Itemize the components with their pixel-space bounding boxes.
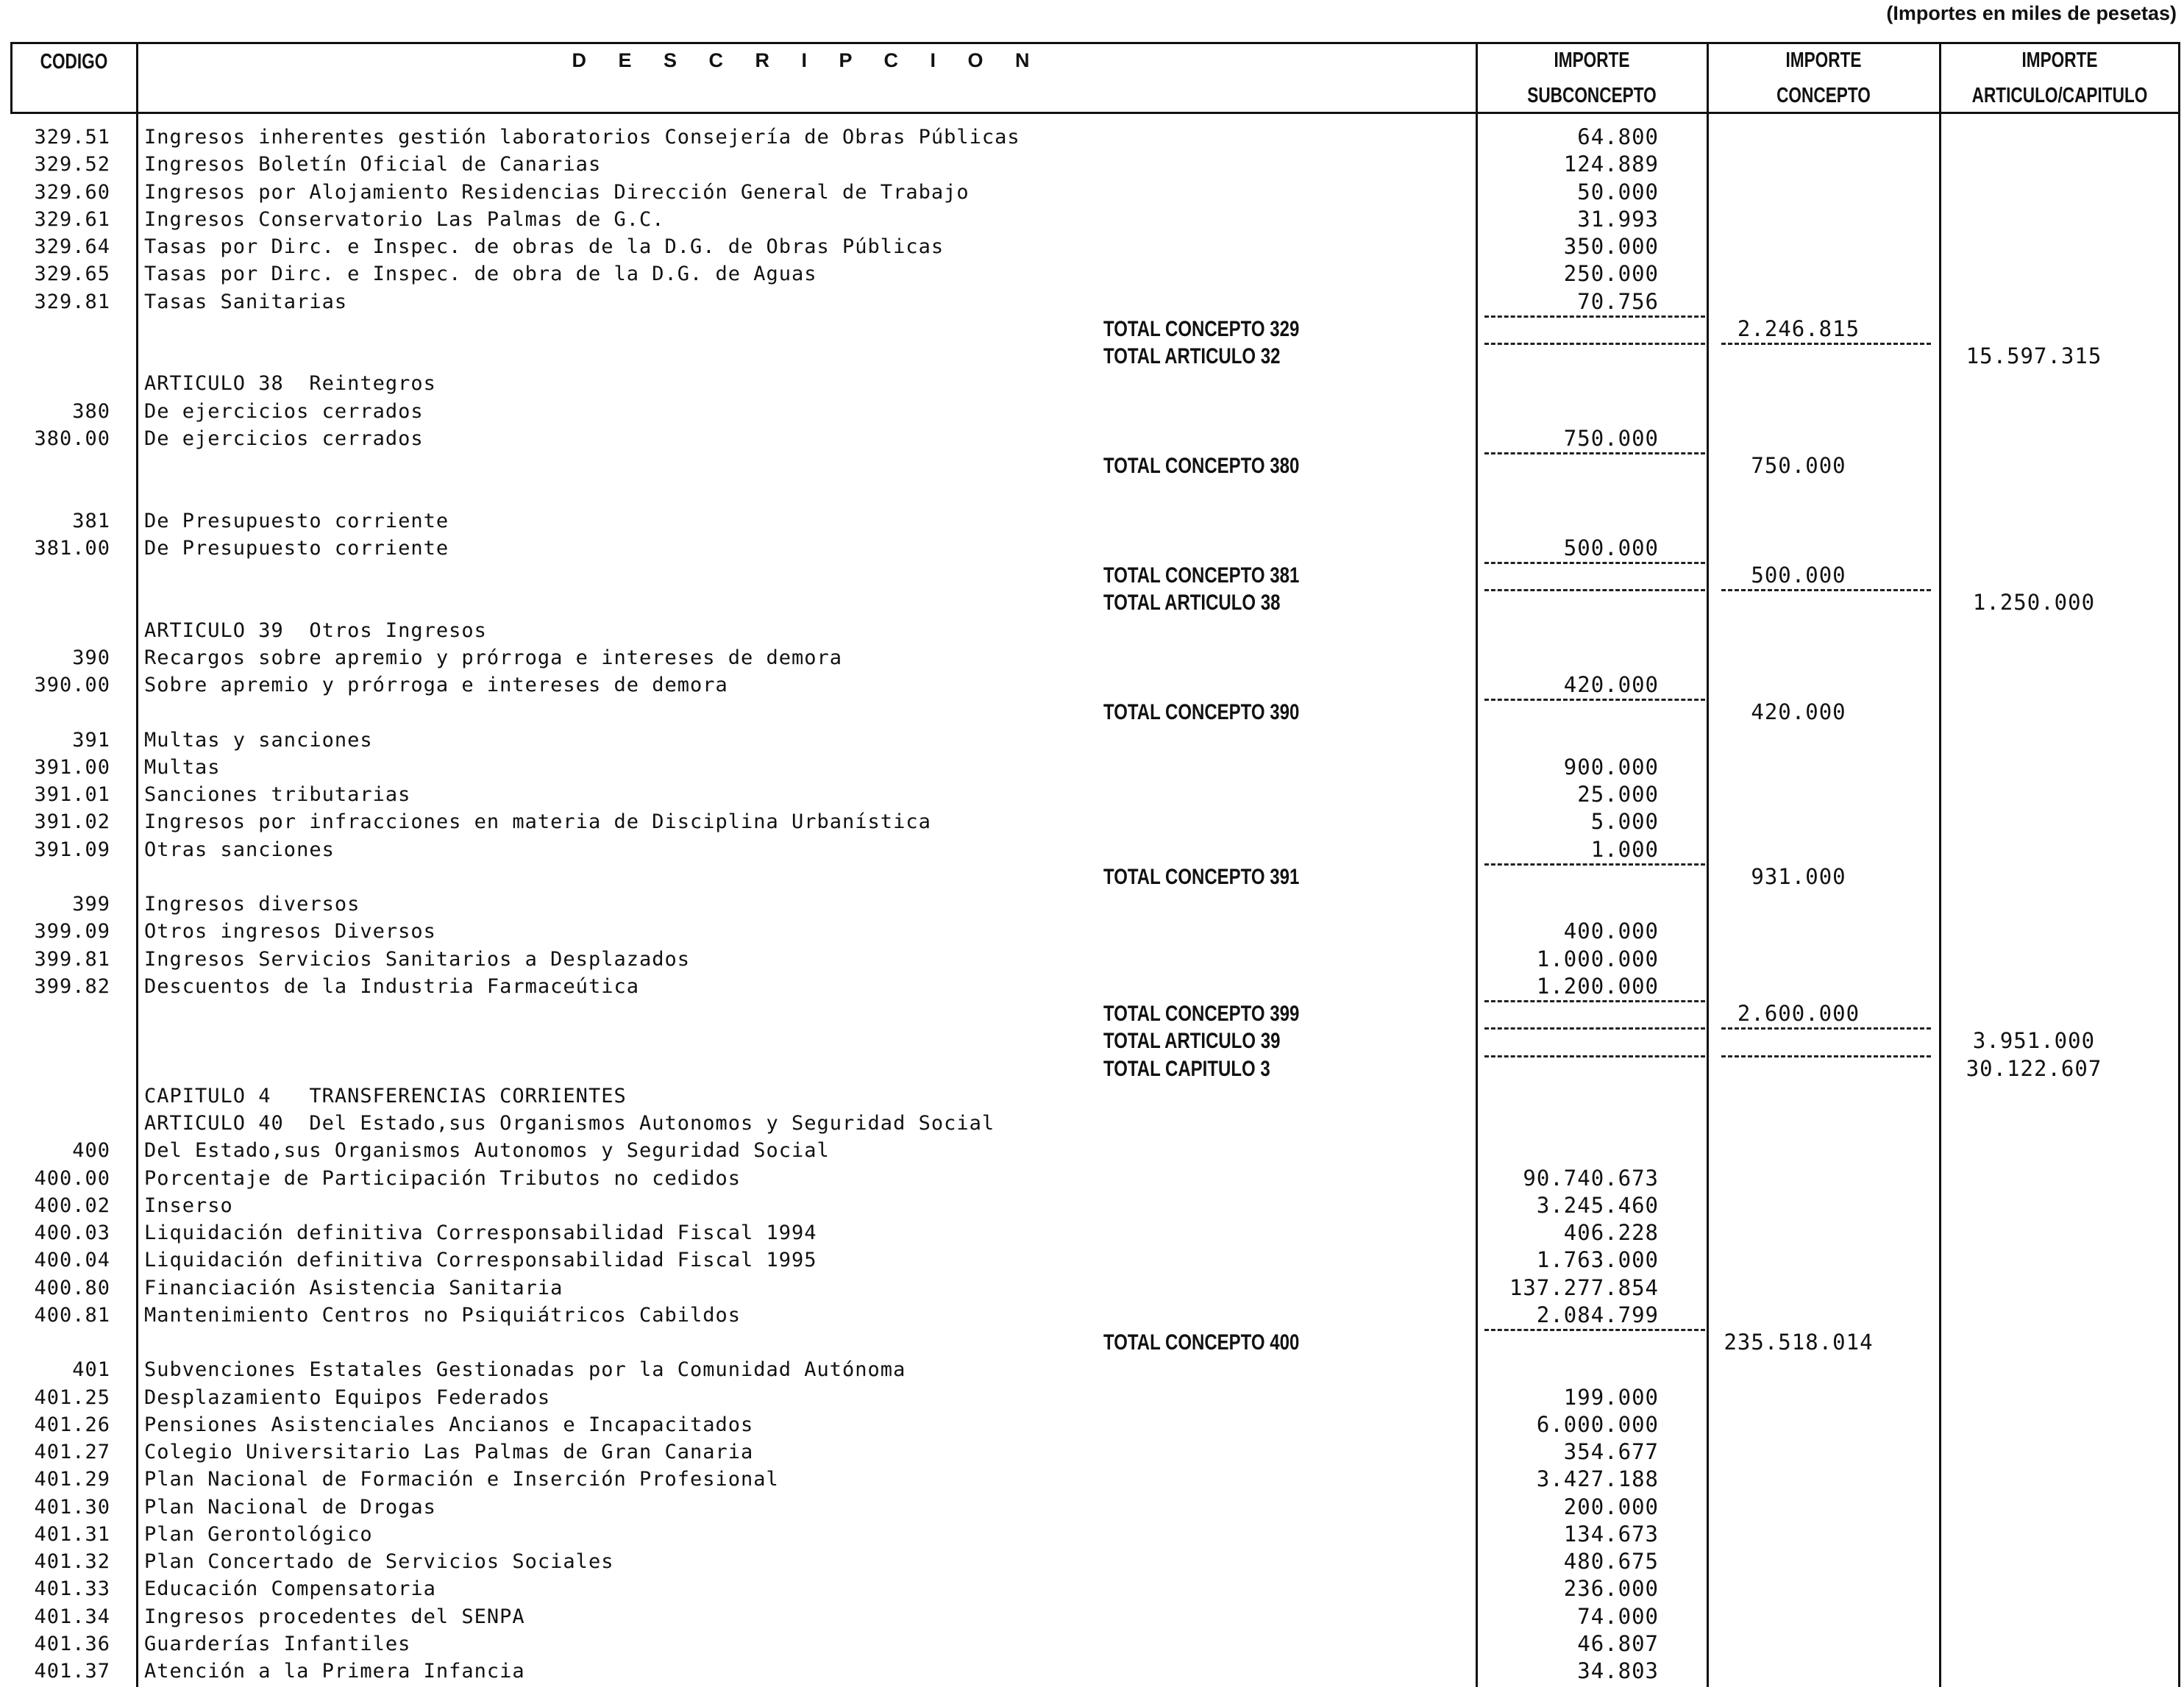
table-row	[0, 1411, 2184, 1438]
table-row	[0, 891, 2184, 918]
amount-subconcepto: 500.000	[1563, 535, 1659, 560]
table-row	[0, 1630, 2184, 1658]
header-subconcepto-line2: SUBCONCEPTO	[1527, 84, 1657, 107]
section-heading-row	[0, 1083, 2184, 1110]
total-label: TOTAL CONCEPTO 329	[1103, 316, 1300, 341]
row-code: 391.02	[34, 810, 110, 834]
row-code: 400.02	[34, 1194, 110, 1217]
row-code: 329.51	[34, 126, 110, 149]
total-label: TOTAL CONCEPTO 400	[1103, 1330, 1300, 1355]
row-description: Atención a la Primera Infancia	[144, 1660, 525, 1683]
amount-subconcepto: 250.000	[1563, 261, 1659, 287]
header-concepto	[1735, 46, 1913, 110]
total-row	[0, 1329, 2184, 1356]
section-heading-row	[0, 1110, 2184, 1137]
row-description: Plan Nacional de Formación e Inserción Profesional	[144, 1468, 779, 1491]
row-code: 381	[72, 509, 110, 532]
row-description: Sobre apremio y prórroga e intereses de demora	[144, 674, 728, 696]
row-description: Ingresos Boletín Oficial de Canarias	[144, 153, 602, 176]
dashed-placeholder-concepto	[1721, 1027, 1931, 1030]
amount-concepto: 2.246.815	[1737, 315, 1860, 341]
dashed-placeholder-subconcepto	[1484, 1329, 1705, 1331]
section-heading-row	[0, 617, 2184, 644]
amount-concepto: 2.600.000	[1737, 1001, 1860, 1026]
table-row	[0, 1192, 2184, 1219]
row-description: Colegio Universitario Las Palmas de Gran Canaria	[144, 1441, 754, 1463]
amount-subconcepto: 134.673	[1563, 1521, 1659, 1547]
table-row	[0, 507, 2184, 535]
row-code: 401.26	[34, 1413, 110, 1436]
table-row	[0, 151, 2184, 178]
row-code: 401.27	[34, 1441, 110, 1463]
table-row	[0, 946, 2184, 973]
dashed-placeholder-subconcepto	[1484, 562, 1705, 564]
table-row	[0, 1494, 2184, 1521]
dashed-placeholder-subconcepto	[1484, 1055, 1705, 1058]
header-bottom-border	[10, 112, 2180, 114]
row-description: Mantenimiento Centros no Psiquiátricos Cabildos	[144, 1303, 741, 1327]
row-code: 401.37	[34, 1660, 110, 1683]
row-description: Tasas por Dirc. e Inspec. de obra de la D.G. de Aguas	[144, 263, 817, 286]
row-code: 329.64	[34, 235, 110, 258]
total-row	[0, 1000, 2184, 1027]
amount-subconcepto: 25.000	[1577, 782, 1659, 807]
dashed-placeholder-subconcepto	[1484, 452, 1705, 454]
total-label: TOTAL CONCEPTO 390	[1103, 700, 1300, 725]
amount-subconcepto: 31.993	[1577, 206, 1659, 232]
row-code: 390.00	[34, 674, 110, 696]
header-concepto-line1: IMPORTE	[1785, 49, 1862, 72]
total-row	[0, 1027, 2184, 1055]
row-code: 399.82	[34, 974, 110, 998]
spacer-row	[0, 479, 2184, 507]
row-description: Plan Gerontológico	[144, 1522, 373, 1546]
table-row	[0, 973, 2184, 1000]
row-code: 401.34	[34, 1605, 110, 1628]
units-note: (Importes en miles de pesetas)	[1886, 2, 2177, 24]
row-code: 401.32	[34, 1550, 110, 1573]
amount-subconcepto: 3.427.188	[1536, 1466, 1659, 1492]
total-row	[0, 315, 2184, 343]
row-description: Financiación Asistencia Sanitaria	[144, 1276, 563, 1299]
amount-subconcepto: 1.000	[1590, 836, 1659, 862]
total-row	[0, 343, 2184, 370]
row-description: Pensiones Asistenciales Ancianos e Incapacitados	[144, 1413, 754, 1436]
total-label: TOTAL CONCEPTO 381	[1103, 563, 1300, 588]
amount-subconcepto: 350.000	[1563, 234, 1659, 259]
table-row	[0, 179, 2184, 206]
total-label: TOTAL ARTICULO 32	[1103, 344, 1281, 368]
row-description: Desplazamiento Equipos Federados	[144, 1385, 551, 1409]
amount-subconcepto: 1.763.000	[1536, 1247, 1659, 1273]
table-row	[0, 260, 2184, 288]
table-row	[0, 1521, 2184, 1548]
row-code: 329.81	[34, 290, 110, 313]
row-code: 399	[72, 893, 110, 916]
header-subconcepto-line1: IMPORTE	[1554, 49, 1630, 72]
table-row	[0, 1438, 2184, 1466]
table-left-border	[10, 42, 13, 114]
table-row	[0, 1575, 2184, 1602]
table-row	[0, 1219, 2184, 1246]
amount-concepto: 500.000	[1751, 563, 1846, 588]
section-heading-row	[0, 370, 2184, 397]
table-row	[0, 781, 2184, 808]
row-description: De ejercicios cerrados	[144, 399, 424, 423]
row-description: Recargos sobre apremio y prórroga e intereses de demora	[144, 646, 843, 669]
total-row	[0, 452, 2184, 479]
row-code: 401.30	[34, 1495, 110, 1519]
amount-subconcepto: 420.000	[1563, 672, 1659, 697]
row-code: 329.65	[34, 263, 110, 286]
dashed-placeholder-concepto	[1721, 1055, 1931, 1058]
header-articulo-line2: ARTICULO/CAPITULO	[1971, 84, 2148, 107]
row-description: Plan Concertado de Servicios Sociales	[144, 1550, 614, 1573]
amount-articulo: 3.951.000	[1972, 1028, 2096, 1054]
row-code: 401.33	[34, 1577, 110, 1601]
row-code: 401.31	[34, 1522, 110, 1546]
row-code: 380.00	[34, 427, 110, 450]
dashed-placeholder-subconcepto	[1484, 589, 1705, 591]
amount-concepto: 931.000	[1751, 863, 1846, 889]
amount-subconcepto: 50.000	[1577, 179, 1659, 204]
total-row	[0, 589, 2184, 616]
table-row	[0, 1384, 2184, 1411]
amount-subconcepto: 70.756	[1577, 288, 1659, 314]
amount-subconcepto: 137.277.854	[1509, 1274, 1659, 1300]
row-description: Liquidación definitiva Corresponsabilidad Fiscal 1994	[144, 1221, 817, 1244]
table-row	[0, 754, 2184, 781]
row-description: Ingresos procedentes del SENPA	[144, 1605, 525, 1628]
row-code: 400.04	[34, 1249, 110, 1272]
row-code: 400.80	[34, 1276, 110, 1299]
amount-subconcepto: 74.000	[1577, 1603, 1659, 1629]
row-description: ARTICULO 40 Del Estado,sus Organismos Autonomos y Seguridad Social	[144, 1112, 995, 1135]
amount-subconcepto: 354.677	[1563, 1439, 1659, 1464]
total-row	[0, 1055, 2184, 1083]
table-row	[0, 918, 2184, 945]
amount-subconcepto: 480.675	[1563, 1549, 1659, 1574]
table-row	[0, 808, 2184, 835]
row-description: De ejercicios cerrados	[144, 427, 424, 450]
row-code: 391.01	[34, 783, 110, 806]
table-row	[0, 206, 2184, 233]
dashed-placeholder-concepto	[1721, 589, 1931, 591]
row-description: Multas	[144, 755, 221, 779]
row-code: 391.00	[34, 755, 110, 779]
row-code: 400.03	[34, 1221, 110, 1244]
header-articulo-line1: IMPORTE	[2021, 49, 2098, 72]
amount-concepto: 750.000	[1751, 453, 1846, 478]
dashed-placeholder-subconcepto	[1484, 343, 1705, 345]
row-description: Ingresos diversos	[144, 893, 360, 916]
amount-articulo: 15.597.315	[1966, 343, 2102, 368]
row-code: 400.00	[34, 1166, 110, 1190]
row-description: Subvenciones Estatales Gestionadas por la Comunidad Autónoma	[144, 1358, 906, 1382]
amount-subconcepto: 400.000	[1563, 919, 1659, 944]
table-row	[0, 671, 2184, 699]
amount-subconcepto: 46.807	[1577, 1630, 1659, 1656]
amount-subconcepto: 750.000	[1563, 425, 1659, 451]
total-label: TOTAL ARTICULO 38	[1103, 591, 1281, 616]
row-description: ARTICULO 38 Reintegros	[144, 372, 436, 396]
total-label: TOTAL ARTICULO 39	[1103, 1029, 1281, 1054]
header-concepto-line2: CONCEPTO	[1776, 84, 1871, 107]
amount-subconcepto: 34.803	[1577, 1658, 1659, 1683]
row-code: 401	[72, 1358, 110, 1382]
table-row	[0, 836, 2184, 863]
amount-subconcepto: 6.000.000	[1536, 1411, 1659, 1437]
row-code: 399.81	[34, 947, 110, 971]
total-label: TOTAL CAPITULO 3	[1103, 1056, 1270, 1081]
row-code: 399.09	[34, 920, 110, 944]
row-code: 391.09	[34, 838, 110, 861]
row-description: Guarderías Infantiles	[144, 1632, 411, 1655]
table-row	[0, 1658, 2184, 1685]
table-row	[0, 1137, 2184, 1164]
total-label: TOTAL CONCEPTO 391	[1103, 864, 1300, 889]
amount-subconcepto: 406.228	[1563, 1220, 1659, 1245]
row-description: Ingresos por infracciones en materia de Disciplina Urbanística	[144, 810, 931, 834]
table-row	[0, 288, 2184, 315]
amount-subconcepto: 199.000	[1563, 1384, 1659, 1410]
table-row	[0, 1165, 2184, 1192]
row-description: Ingresos por Alojamiento Residencias Dirección General de Trabajo	[144, 180, 970, 204]
table-row	[0, 727, 2184, 754]
row-description: Tasas Sanitarias	[144, 290, 348, 313]
row-description: Ingresos Conservatorio Las Palmas de G.C.	[144, 207, 665, 231]
table-row	[0, 1466, 2184, 1493]
row-code: 401.29	[34, 1468, 110, 1491]
row-code: 381.00	[34, 536, 110, 560]
dashed-placeholder-subconcepto	[1484, 863, 1705, 866]
row-description: CAPITULO 4 TRANSFERENCIAS CORRIENTES	[144, 1084, 627, 1108]
dashed-placeholder-subconcepto	[1484, 1027, 1705, 1030]
table-row	[0, 1274, 2184, 1302]
total-label: TOTAL CONCEPTO 399	[1103, 1002, 1300, 1026]
table-row	[0, 233, 2184, 260]
amount-subconcepto: 3.245.460	[1536, 1192, 1659, 1218]
row-code: 390	[72, 646, 110, 669]
row-code: 329.60	[34, 180, 110, 204]
row-description: Otras sanciones	[144, 838, 335, 861]
amount-subconcepto: 236.000	[1563, 1576, 1659, 1602]
row-description: Ingresos inherentes gestión laboratorios Consejería de Obras Públicas	[144, 126, 1020, 149]
header-descripcion: D E S C R I P C I O N	[572, 49, 1043, 71]
dashed-placeholder-subconcepto	[1484, 699, 1705, 701]
row-description: Ingresos Servicios Sanitarios a Desplazados	[144, 947, 690, 971]
table-row	[0, 644, 2184, 671]
row-description: Plan Nacional de Drogas	[144, 1495, 436, 1519]
row-description: Multas y sanciones	[144, 728, 373, 752]
dashed-placeholder-subconcepto	[1484, 1000, 1705, 1002]
header-subconcepto	[1504, 46, 1680, 110]
row-code: 329.61	[34, 207, 110, 231]
row-code: 380	[72, 399, 110, 423]
row-code: 401.36	[34, 1632, 110, 1655]
header-articulo-capitulo	[1968, 46, 2152, 110]
amount-subconcepto: 5.000	[1590, 809, 1659, 835]
amount-subconcepto: 64.800	[1577, 124, 1659, 149]
row-description: ARTICULO 39 Otros Ingresos	[144, 618, 487, 642]
row-description: Educación Compensatoria	[144, 1577, 436, 1601]
amount-articulo: 30.122.607	[1966, 1055, 2102, 1081]
dashed-placeholder-concepto	[1721, 343, 1931, 345]
row-description: Inserso	[144, 1194, 233, 1217]
row-code: 329.52	[34, 153, 110, 176]
row-code: 400	[72, 1139, 110, 1163]
row-description: Del Estado,sus Organismos Autonomos y Seguridad Social	[144, 1139, 830, 1163]
amount-subconcepto: 1.200.000	[1536, 973, 1659, 999]
total-row	[0, 863, 2184, 891]
table-row	[0, 535, 2184, 562]
total-label: TOTAL CONCEPTO 380	[1103, 454, 1300, 478]
row-description: Liquidación definitiva Corresponsabilidad Fiscal 1995	[144, 1249, 817, 1272]
table-row	[0, 398, 2184, 425]
total-row	[0, 562, 2184, 589]
table-row	[0, 1246, 2184, 1274]
table-row	[0, 124, 2184, 151]
row-description: Porcentaje de Participación Tributos no cedidos	[144, 1166, 741, 1190]
table-row	[0, 1548, 2184, 1575]
amount-articulo: 1.250.000	[1972, 590, 2096, 616]
table-row	[0, 1356, 2184, 1383]
row-description: Tasas por Dirc. e Inspec. de obras de la D.G. de Obras Públicas	[144, 235, 945, 258]
amount-subconcepto: 124.889	[1563, 151, 1659, 177]
table-row	[0, 1603, 2184, 1630]
amount-subconcepto: 2.084.799	[1536, 1302, 1659, 1327]
row-code: 401.25	[34, 1385, 110, 1409]
row-description: De Presupuesto corriente	[144, 536, 449, 560]
row-description: Otros ingresos Diversos	[144, 920, 436, 944]
dashed-placeholder-subconcepto	[1484, 315, 1705, 318]
amount-subconcepto: 200.000	[1563, 1494, 1659, 1519]
total-row	[0, 699, 2184, 726]
amount-subconcepto: 900.000	[1563, 754, 1659, 780]
row-code: 391	[72, 728, 110, 752]
row-code: 400.81	[34, 1303, 110, 1327]
row-description: Sanciones tributarias	[144, 783, 411, 806]
amount-subconcepto: 90.740.673	[1523, 1165, 1659, 1191]
header-codigo: CODIGO	[40, 50, 108, 74]
amount-concepto: 420.000	[1751, 699, 1846, 725]
row-description: Descuentos de la Industria Farmaceútica	[144, 974, 639, 998]
table-top-border	[10, 42, 2180, 44]
table-row	[0, 1302, 2184, 1329]
row-description: De Presupuesto corriente	[144, 509, 449, 532]
table-row	[0, 425, 2184, 452]
amount-concepto: 235.518.014	[1724, 1330, 1874, 1355]
amount-subconcepto: 1.000.000	[1536, 946, 1659, 971]
